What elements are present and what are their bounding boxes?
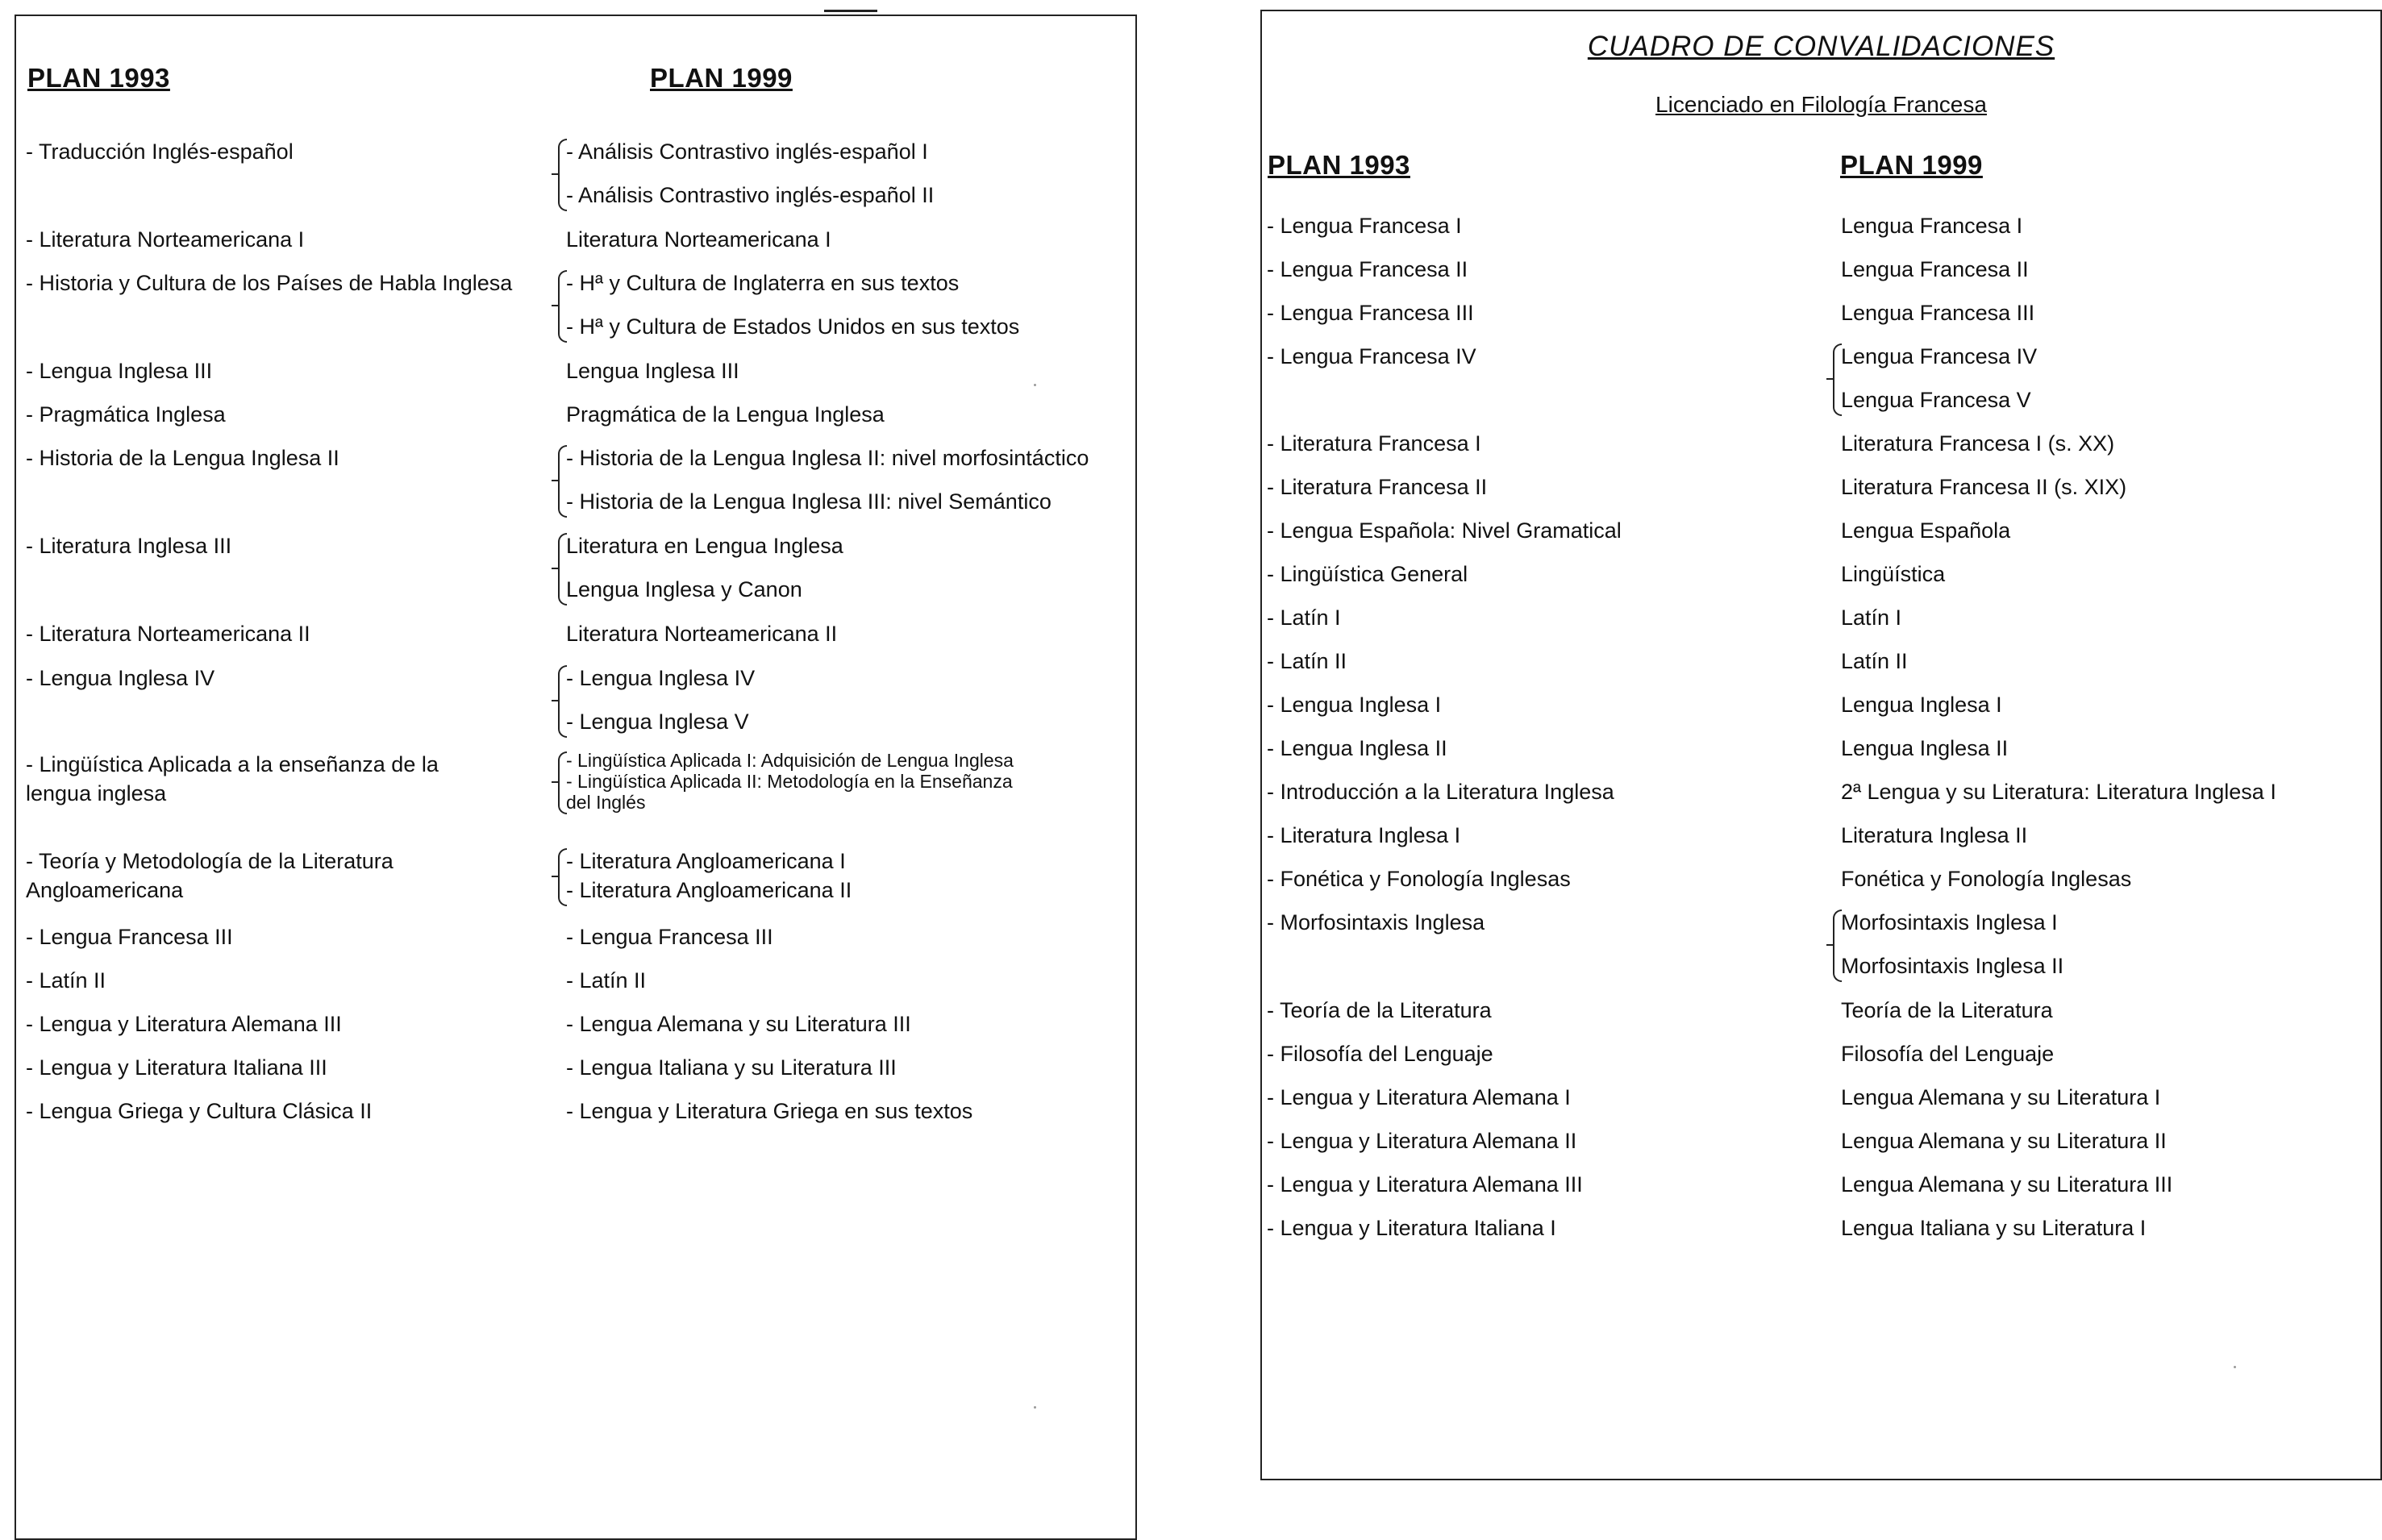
plan-1993-course: - Lengua Inglesa II: [1267, 736, 1447, 760]
plan-1993-course: - Latín II: [1267, 649, 1347, 673]
right-header-plan-1993: PLAN 1993: [1268, 150, 1410, 180]
plan-1993-course: - Lengua Inglesa I: [1267, 693, 1442, 717]
plan-1993-course: - Historia de la Lengua Inglesa II: [26, 446, 339, 470]
grouping-brace: [558, 751, 567, 814]
plan-1999-course: Pragmática de la Lengua Inglesa: [566, 402, 885, 427]
plan-1993-course: - Morfosintaxis Inglesa: [1267, 910, 1485, 934]
plan-1999-course: - Lengua Alemana y su Literatura III: [566, 1012, 911, 1036]
plan-1999-course: Literatura Inglesa II: [1841, 823, 2028, 847]
plan-1993-course: - Lengua Inglesa III: [26, 359, 213, 383]
plan-1993-course: - Literatura Norteamericana II: [26, 622, 310, 646]
plan-1999-course: Lingüística: [1841, 562, 1946, 586]
plan-1999-course: Literatura Norteamericana II: [566, 622, 838, 646]
scan-speck: [1034, 384, 1036, 386]
left-header-plan-1999: PLAN 1999: [650, 63, 793, 93]
plan-1993-course: - Literatura Inglesa III: [26, 534, 232, 558]
plan-1993-course: - Fonética y Fonología Inglesas: [1267, 867, 1571, 891]
plan-1999-course: Lengua Francesa I: [1841, 214, 2023, 238]
plan-1993-course: - Lengua y Literatura Italiana III: [26, 1055, 327, 1080]
plan-1999-course: Lengua Española: [1841, 518, 2011, 543]
scan-speck: [2234, 1366, 2236, 1368]
plan-1999-course: Lengua Alemana y su Literatura II: [1841, 1129, 2167, 1153]
plan-1999-course: Teoría de la Literatura: [1841, 998, 2053, 1022]
grouping-brace-tip: [552, 700, 558, 701]
grouping-brace: [558, 270, 567, 343]
plan-1993-course: - Pragmática Inglesa: [26, 402, 226, 427]
grouping-brace-tip: [552, 568, 558, 569]
plan-1999-course: Morfosintaxis Inglesa II: [1841, 954, 2064, 978]
document-subtitle: Licenciado en Filología Francesa: [1655, 92, 1987, 117]
plan-1999-course: - Hª y Cultura de Inglaterra en sus textos: [566, 271, 960, 295]
plan-1999-course: Lengua Francesa III: [1841, 301, 2035, 325]
plan-1999-course: Lengua Francesa II: [1841, 257, 2029, 281]
document-title: CUADRO DE CONVALIDACIONES: [1587, 31, 2055, 62]
left-page: [15, 15, 1137, 1540]
plan-1993-course: - Traducción Inglés-español: [26, 139, 294, 164]
plan-1999-course: - Hª y Cultura de Estados Unidos en sus textos: [566, 314, 1020, 339]
plan-1999-course: Literatura Francesa II (s. XIX): [1841, 475, 2127, 499]
plan-1993-course: - Lengua Francesa I: [1267, 214, 1462, 238]
plan-1993-course: - Latín II: [26, 968, 106, 993]
plan-1999-course: Literatura en Lengua Inglesa: [566, 534, 843, 558]
grouping-brace-tip: [552, 876, 558, 877]
grouping-brace: [558, 533, 567, 606]
plan-1993-course: - Lengua Francesa II: [1267, 257, 1468, 281]
plan-1999-course: Lengua Italiana y su Literatura I: [1841, 1216, 2147, 1240]
plan-1993-course: - Lengua Francesa IV: [1267, 344, 1476, 368]
plan-1993-course: - Lengua y Literatura Alemana II: [1267, 1129, 1577, 1153]
plan-1993-course: Angloamericana: [26, 878, 184, 902]
plan-1999-course: Lengua Inglesa II: [1841, 736, 2009, 760]
plan-1999-course: Latín I: [1841, 606, 1902, 630]
plan-1993-course: - Literatura Francesa II: [1267, 475, 1488, 499]
plan-1999-course: - Lengua Inglesa V: [566, 710, 749, 734]
grouping-brace: [1833, 343, 1842, 416]
right-page: [1260, 10, 2382, 1480]
grouping-brace-tip: [552, 305, 558, 306]
plan-1999-course: - Lengua Inglesa IV: [566, 666, 756, 690]
plan-1993-course: - Lengua Francesa III: [26, 925, 233, 949]
plan-1999-course: - Análisis Contrastivo inglés-español II: [566, 183, 935, 207]
grouping-brace: [558, 848, 567, 906]
plan-1993-course: - Introducción a la Literatura Inglesa: [1267, 780, 1614, 804]
plan-1999-course: Lengua Inglesa I: [1841, 693, 2002, 717]
grouping-brace: [558, 139, 567, 211]
plan-1999-course: Morfosintaxis Inglesa I: [1841, 910, 2058, 934]
plan-1993-course: - Literatura Francesa I: [1267, 431, 1481, 456]
plan-1999-course: - Análisis Contrastivo inglés-español I: [566, 139, 928, 164]
grouping-brace: [558, 445, 567, 518]
plan-1999-course: del Inglés: [566, 792, 646, 813]
plan-1993-course: - Latín I: [1267, 606, 1341, 630]
plan-1999-course: Lengua Alemana y su Literatura III: [1841, 1172, 2173, 1197]
right-header-plan-1999: PLAN 1999: [1840, 150, 1983, 180]
plan-1999-course: - Lingüística Aplicada II: Metodología en la Enseñanza: [566, 771, 1013, 792]
plan-1999-course: - Lengua Italiana y su Literatura III: [566, 1055, 897, 1080]
plan-1999-course: - Historia de la Lengua Inglesa III: nivel Semántico: [566, 489, 1051, 514]
plan-1999-course: Lengua Alemana y su Literatura I: [1841, 1085, 2161, 1109]
plan-1999-course: Literatura Francesa I (s. XX): [1841, 431, 2115, 456]
plan-1993-course: - Lengua y Literatura Alemana III: [1267, 1172, 1583, 1197]
plan-1993-course: - Lengua y Literatura Italiana I: [1267, 1216, 1556, 1240]
grouping-brace: [558, 665, 567, 738]
plan-1999-course: Lengua Francesa V: [1841, 388, 2031, 412]
plan-1999-course: - Lengua Francesa III: [566, 925, 773, 949]
left-header-plan-1993: PLAN 1993: [27, 63, 170, 93]
grouping-brace-tip: [552, 781, 558, 783]
plan-1993-course: - Lengua Inglesa IV: [26, 666, 215, 690]
plan-1993-course: - Lingüística Aplicada a la enseñanza de la: [26, 752, 439, 776]
grouping-brace-tip: [552, 480, 558, 481]
grouping-brace-tip: [1826, 944, 1833, 946]
plan-1993-course: - Teoría y Metodología de la Literatura: [26, 849, 394, 873]
plan-1999-course: - Lingüística Aplicada I: Adquisición de Lengua Inglesa: [566, 750, 1014, 771]
plan-1993-course: - Teoría de la Literatura: [1267, 998, 1492, 1022]
plan-1993-course: - Filosofía del Lenguaje: [1267, 1042, 1493, 1066]
plan-1999-course: Latín II: [1841, 649, 1908, 673]
plan-1993-course: - Lengua Española: Nivel Gramatical: [1267, 518, 1622, 543]
scan-speck: [1034, 1406, 1036, 1409]
plan-1999-course: Lengua Inglesa III: [566, 359, 739, 383]
plan-1999-course: Lengua Francesa IV: [1841, 344, 2038, 368]
plan-1999-course: - Historia de la Lengua Inglesa II: nivel morfosintáctico: [566, 446, 1089, 470]
plan-1993-course: - Historia y Cultura de los Países de Habla Inglesa: [26, 271, 513, 295]
plan-1999-course: - Latín II: [566, 968, 647, 993]
plan-1993-course: - Lengua Griega y Cultura Clásica II: [26, 1099, 373, 1123]
grouping-brace-tip: [1826, 378, 1833, 380]
plan-1999-course: 2ª Lengua y su Literatura: Literatura Inglesa I: [1841, 780, 2276, 804]
plan-1993-course: - Lingüística General: [1267, 562, 1468, 586]
plan-1993-course: - Lengua y Literatura Alemana III: [26, 1012, 342, 1036]
plan-1993-course: - Lengua Francesa III: [1267, 301, 1474, 325]
plan-1993-course: - Literatura Norteamericana I: [26, 227, 305, 252]
plan-1999-course: - Literatura Angloamericana I: [566, 849, 846, 873]
grouping-brace: [1833, 909, 1842, 982]
page-top-mark: [824, 10, 877, 12]
plan-1999-course: Lengua Inglesa y Canon: [566, 577, 802, 601]
plan-1999-course: - Lengua y Literatura Griega en sus textos: [566, 1099, 973, 1123]
plan-1993-course: - Literatura Inglesa I: [1267, 823, 1461, 847]
plan-1993-course: lengua inglesa: [26, 781, 167, 805]
plan-1999-course: - Literatura Angloamericana II: [566, 878, 852, 902]
grouping-brace-tip: [552, 173, 558, 175]
plan-1993-course: - Lengua y Literatura Alemana I: [1267, 1085, 1571, 1109]
plan-1999-course: Fonética y Fonología Inglesas: [1841, 867, 2132, 891]
plan-1999-course: Filosofía del Lenguaje: [1841, 1042, 2055, 1066]
plan-1999-course: Literatura Norteamericana I: [566, 227, 831, 252]
